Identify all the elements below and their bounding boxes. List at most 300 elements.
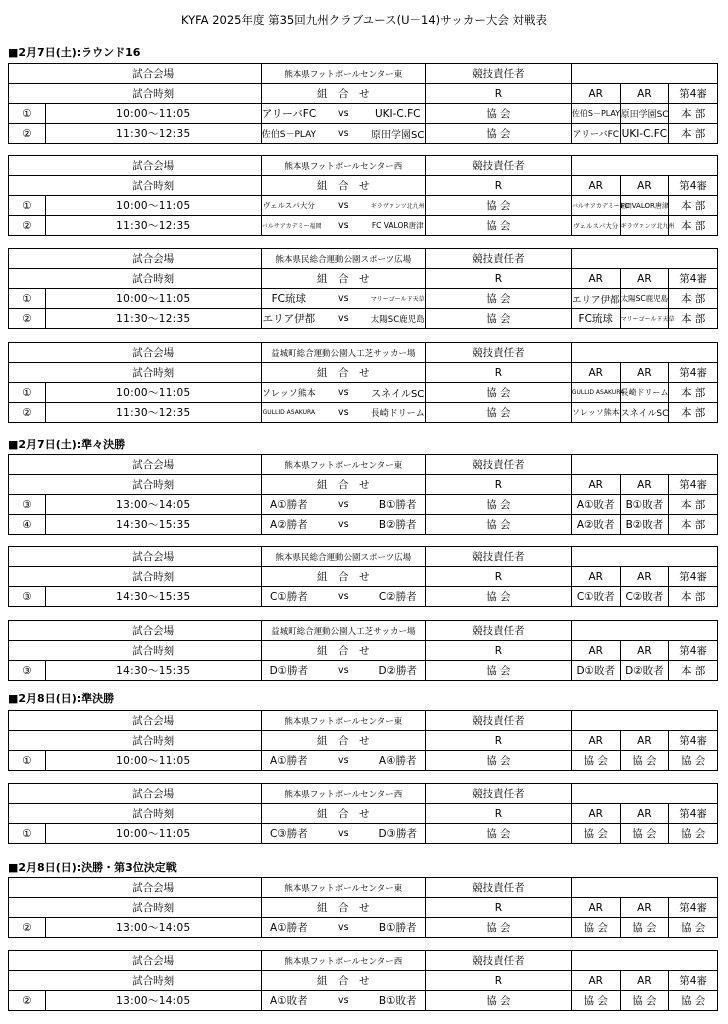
venue-row: [9, 249, 718, 269]
match-number: ①: [9, 104, 46, 124]
time-label: 試合時刻: [45, 176, 261, 196]
blank-cell: [9, 156, 46, 176]
ar2-value: 長崎ドリーム: [620, 383, 669, 403]
fourth-official-value: 協 会: [669, 751, 718, 771]
section-heading: ■2月7日(土):準々決勝: [8, 438, 126, 451]
match-row: [9, 515, 718, 535]
blank-cell: [9, 475, 46, 495]
ar1-label: AR: [571, 363, 620, 383]
away-team: D②勝者: [371, 661, 426, 681]
match-time: 10:00～11:05: [45, 196, 261, 216]
vs-label: vs: [316, 309, 371, 329]
fourth-official-value: 協 会: [669, 991, 718, 1011]
combo-label: 組 合 せ: [261, 567, 425, 587]
vs-label: vs: [316, 383, 371, 403]
ar1-label: AR: [571, 567, 620, 587]
referee-value: 協 会: [425, 918, 571, 938]
blank-cell: [9, 878, 46, 898]
vs-label: vs: [316, 661, 371, 681]
referee-label: R: [425, 176, 571, 196]
match-row: [9, 403, 718, 423]
away-team: スネイルSC: [371, 383, 426, 403]
time-label: 試合時刻: [45, 269, 261, 289]
venue-label: 試合会場: [45, 784, 261, 804]
ar1-value: 協 会: [571, 991, 620, 1011]
blank-cell: [9, 711, 46, 731]
match-row: [9, 587, 718, 607]
referee-value: 協 会: [425, 289, 571, 309]
combo-label: 組 合 せ: [261, 731, 425, 751]
ar2-label: AR: [620, 641, 669, 661]
ar2-value: 協 会: [620, 824, 669, 844]
vs-label: vs: [316, 216, 371, 236]
ar2-value: 太陽SC鹿児島: [620, 289, 669, 309]
blank-cell: [9, 567, 46, 587]
ar2-value: 協 会: [620, 918, 669, 938]
blank-cell: [9, 269, 46, 289]
venue-label: 試合会場: [45, 711, 261, 731]
match-table: [8, 248, 718, 329]
match-time: 13:00～14:05: [45, 918, 261, 938]
time-label: 試合時刻: [45, 804, 261, 824]
official-value: [571, 249, 717, 269]
ar1-value: C①敗者: [571, 587, 620, 607]
match-number: ③: [9, 495, 46, 515]
venue-label: 試合会場: [45, 878, 261, 898]
ar1-value: バルサアカデミー福岡: [571, 196, 620, 216]
venue-name: 熊本県フットボールセンター西: [261, 784, 425, 804]
referee-label: R: [425, 84, 571, 104]
venue-label: 試合会場: [45, 343, 261, 363]
official-value: [571, 156, 717, 176]
away-team: FC VALOR唐津: [371, 216, 426, 236]
home-team: A①勝者: [261, 495, 316, 515]
fourth-official-label: 第4審: [669, 269, 718, 289]
ar2-value: FC VALOR唐津: [620, 196, 669, 216]
vs-label: vs: [316, 403, 371, 423]
official-label: 競技責任者: [425, 343, 571, 363]
venue-row: [9, 455, 718, 475]
ar1-value: A①敗者: [571, 495, 620, 515]
match-number: ②: [9, 991, 46, 1011]
match-table: [8, 950, 718, 1011]
fourth-official-label: 第4審: [669, 731, 718, 751]
header-row: [9, 804, 718, 824]
fourth-official-value: 本 部: [669, 104, 718, 124]
venue-name: 益城町総合運動公園人工芝サッカー場: [261, 621, 425, 641]
ar2-label: AR: [620, 731, 669, 751]
away-team: B①敗者: [371, 991, 426, 1011]
ar1-value: 佐伯S－PLAY: [571, 104, 620, 124]
combo-label: 組 合 せ: [261, 475, 425, 495]
match-number: ②: [9, 309, 46, 329]
referee-value: 協 会: [425, 515, 571, 535]
official-label: 競技責任者: [425, 455, 571, 475]
blank-cell: [9, 951, 46, 971]
ar1-value: エリア伊都: [571, 289, 620, 309]
away-team: C②勝者: [371, 587, 426, 607]
ar2-label: AR: [620, 269, 669, 289]
venue-row: [9, 156, 718, 176]
match-table: [8, 546, 718, 607]
ar1-label: AR: [571, 898, 620, 918]
match-row: [9, 309, 718, 329]
vs-label: vs: [316, 824, 371, 844]
home-team: FC琉球: [261, 289, 316, 309]
match-number: ②: [9, 918, 46, 938]
match-time: 13:00～14:05: [45, 991, 261, 1011]
blank-cell: [9, 363, 46, 383]
referee-label: R: [425, 269, 571, 289]
official-value: [571, 547, 717, 567]
match-row: [9, 824, 718, 844]
vs-label: vs: [316, 515, 371, 535]
match-row: [9, 104, 718, 124]
match-time: 10:00～11:05: [45, 751, 261, 771]
official-label: 競技責任者: [425, 621, 571, 641]
ar1-label: AR: [571, 269, 620, 289]
venue-row: [9, 547, 718, 567]
match-number: ①: [9, 289, 46, 309]
fourth-official-label: 第4審: [669, 363, 718, 383]
home-team: D①勝者: [261, 661, 316, 681]
venue-row: [9, 711, 718, 731]
match-number: ①: [9, 383, 46, 403]
time-label: 試合時刻: [45, 898, 261, 918]
fourth-official-value: 本 部: [669, 196, 718, 216]
blank-cell: [9, 804, 46, 824]
ar2-value: 原田学園SC: [620, 104, 669, 124]
venue-row: [9, 951, 718, 971]
venue-name: 熊本県フットボールセンター西: [261, 951, 425, 971]
vs-label: vs: [316, 991, 371, 1011]
ar2-value: 協 会: [620, 751, 669, 771]
blank-cell: [9, 898, 46, 918]
header-row: [9, 176, 718, 196]
home-team: A①敗者: [261, 991, 316, 1011]
ar2-value: B②敗者: [620, 515, 669, 535]
fourth-official-label: 第4審: [669, 176, 718, 196]
match-table: [8, 710, 718, 771]
official-value: [571, 951, 717, 971]
match-row: [9, 751, 718, 771]
home-team: バルサアカデミー福岡: [261, 216, 316, 236]
venue-name: 熊本県フットボールセンター東: [261, 455, 425, 475]
combo-label: 組 合 せ: [261, 269, 425, 289]
blank-cell: [9, 621, 46, 641]
blank-cell: [9, 641, 46, 661]
ar2-value: ギラヴァンツ北九州: [620, 216, 669, 236]
match-time: 11:30～12:35: [45, 124, 261, 144]
ar1-label: AR: [571, 804, 620, 824]
match-row: [9, 289, 718, 309]
referee-value: 協 会: [425, 104, 571, 124]
match-table: [8, 783, 718, 844]
away-team: 原田学園SC: [371, 124, 426, 144]
blank-cell: [9, 343, 46, 363]
fourth-official-value: 本 部: [669, 309, 718, 329]
ar2-value: UKI-C.FC: [620, 124, 669, 144]
referee-value: 協 会: [425, 383, 571, 403]
header-row: [9, 641, 718, 661]
match-number: ②: [9, 403, 46, 423]
ar1-value: FC琉球: [571, 309, 620, 329]
match-row: [9, 495, 718, 515]
header-row: [9, 475, 718, 495]
match-number: ①: [9, 824, 46, 844]
referee-label: R: [425, 898, 571, 918]
away-team: A④勝者: [371, 751, 426, 771]
ar1-value: 協 会: [571, 918, 620, 938]
header-row: [9, 731, 718, 751]
referee-value: 協 会: [425, 124, 571, 144]
vs-label: vs: [316, 751, 371, 771]
venue-name: 熊本県フットボールセンター東: [261, 878, 425, 898]
home-team: エリア伊都: [261, 309, 316, 329]
match-row: [9, 383, 718, 403]
venue-label: 試合会場: [45, 547, 261, 567]
home-team: ヴェルスパ大分: [261, 196, 316, 216]
official-label: 競技責任者: [425, 64, 571, 84]
venue-label: 試合会場: [45, 621, 261, 641]
home-team: 佐伯S－PLAY: [261, 124, 316, 144]
away-team: 太陽SC鹿児島: [371, 309, 426, 329]
time-label: 試合時刻: [45, 641, 261, 661]
combo-label: 組 合 せ: [261, 898, 425, 918]
combo-label: 組 合 せ: [261, 641, 425, 661]
referee-value: 協 会: [425, 403, 571, 423]
vs-label: vs: [316, 587, 371, 607]
header-row: [9, 363, 718, 383]
away-team: B①勝者: [371, 495, 426, 515]
ar2-label: AR: [620, 971, 669, 991]
home-team: C③勝者: [261, 824, 316, 844]
referee-value: 協 会: [425, 216, 571, 236]
combo-label: 組 合 せ: [261, 84, 425, 104]
fourth-official-value: 本 部: [669, 515, 718, 535]
venue-name: 熊本県フットボールセンター東: [261, 64, 425, 84]
home-team: A②勝者: [261, 515, 316, 535]
blank-cell: [9, 249, 46, 269]
referee-value: 協 会: [425, 751, 571, 771]
official-value: [571, 343, 717, 363]
official-value: [571, 784, 717, 804]
match-time: 14:30～15:35: [45, 661, 261, 681]
match-number: ②: [9, 216, 46, 236]
official-label: 競技責任者: [425, 156, 571, 176]
match-time: 14:30～15:35: [45, 515, 261, 535]
fourth-official-label: 第4審: [669, 804, 718, 824]
match-time: 10:00～11:05: [45, 289, 261, 309]
combo-label: 組 合 せ: [261, 971, 425, 991]
match-row: [9, 196, 718, 216]
vs-label: vs: [316, 918, 371, 938]
ar2-value: マリーゴールド天草: [620, 309, 669, 329]
ar1-label: AR: [571, 84, 620, 104]
venue-row: [9, 343, 718, 363]
ar2-value: 協 会: [620, 991, 669, 1011]
fourth-official-label: 第4審: [669, 641, 718, 661]
ar2-label: AR: [620, 84, 669, 104]
header-row: [9, 898, 718, 918]
fourth-official-label: 第4審: [669, 84, 718, 104]
match-time: 13:00～14:05: [45, 495, 261, 515]
ar2-label: AR: [620, 475, 669, 495]
ar2-value: C②敗者: [620, 587, 669, 607]
ar1-value: 協 会: [571, 824, 620, 844]
section-heading: ■2月8日(日):準決勝: [8, 692, 115, 705]
ar2-label: AR: [620, 176, 669, 196]
blank-cell: [9, 547, 46, 567]
ar2-label: AR: [620, 363, 669, 383]
match-table: [8, 155, 718, 236]
venue-name: 熊本県フットボールセンター西: [261, 156, 425, 176]
ar1-value: ソレッソ熊本: [571, 403, 620, 423]
official-value: [571, 878, 717, 898]
fourth-official-label: 第4審: [669, 475, 718, 495]
ar1-value: アリーバFC: [571, 124, 620, 144]
home-team: A①勝者: [261, 918, 316, 938]
home-team: GULLID ASAKURA: [261, 403, 316, 423]
referee-value: 協 会: [425, 196, 571, 216]
combo-label: 組 合 せ: [261, 363, 425, 383]
referee-value: 協 会: [425, 495, 571, 515]
match-number: ①: [9, 751, 46, 771]
time-label: 試合時刻: [45, 475, 261, 495]
fourth-official-value: 本 部: [669, 495, 718, 515]
time-label: 試合時刻: [45, 731, 261, 751]
match-table: [8, 877, 718, 938]
away-team: B①勝者: [371, 918, 426, 938]
time-label: 試合時刻: [45, 567, 261, 587]
time-label: 試合時刻: [45, 971, 261, 991]
venue-label: 試合会場: [45, 249, 261, 269]
match-row: [9, 216, 718, 236]
match-time: 10:00～11:05: [45, 824, 261, 844]
fourth-official-value: 本 部: [669, 403, 718, 423]
official-label: 競技責任者: [425, 547, 571, 567]
section-heading: ■2月7日(土):ラウンド16: [8, 46, 141, 59]
ar1-value: A②敗者: [571, 515, 620, 535]
official-label: 競技責任者: [425, 951, 571, 971]
official-value: [571, 711, 717, 731]
ar1-label: AR: [571, 641, 620, 661]
match-row: [9, 918, 718, 938]
venue-name: 熊本県フットボールセンター東: [261, 711, 425, 731]
referee-value: 協 会: [425, 824, 571, 844]
official-label: 競技責任者: [425, 784, 571, 804]
ar2-label: AR: [620, 898, 669, 918]
fourth-official-value: 本 部: [669, 124, 718, 144]
referee-value: 協 会: [425, 661, 571, 681]
venue-row: [9, 878, 718, 898]
fourth-official-value: 本 部: [669, 216, 718, 236]
match-row: [9, 124, 718, 144]
match-number: ④: [9, 515, 46, 535]
blank-cell: [9, 455, 46, 475]
combo-label: 組 合 せ: [261, 176, 425, 196]
vs-label: vs: [316, 495, 371, 515]
match-number: ①: [9, 196, 46, 216]
combo-label: 組 合 せ: [261, 804, 425, 824]
section-heading: ■2月8日(日):決勝・第3位決定戦: [8, 861, 177, 874]
venue-label: 試合会場: [45, 455, 261, 475]
match-number: ③: [9, 661, 46, 681]
ar1-value: 協 会: [571, 751, 620, 771]
fourth-official-value: 本 部: [669, 289, 718, 309]
away-team: D③勝者: [371, 824, 426, 844]
vs-label: vs: [316, 124, 371, 144]
match-time: 14:30～15:35: [45, 587, 261, 607]
blank-cell: [9, 64, 46, 84]
match-table: [8, 620, 718, 681]
away-team: B②勝者: [371, 515, 426, 535]
venue-row: [9, 64, 718, 84]
referee-value: 協 会: [425, 991, 571, 1011]
ar1-value: GULLID ASAKURA: [571, 383, 620, 403]
official-label: 競技責任者: [425, 711, 571, 731]
blank-cell: [9, 731, 46, 751]
official-value: [571, 64, 717, 84]
home-team: A①勝者: [261, 751, 316, 771]
ar2-value: B①敗者: [620, 495, 669, 515]
ar1-label: AR: [571, 176, 620, 196]
match-row: [9, 991, 718, 1011]
venue-name: 益城町総合運動公園人工芝サッカー場: [261, 343, 425, 363]
home-team: C①勝者: [261, 587, 316, 607]
match-table: [8, 342, 718, 423]
venue-name: 熊本県民総合運動公園スポーツ広場: [261, 249, 425, 269]
ar1-label: AR: [571, 731, 620, 751]
referee-label: R: [425, 641, 571, 661]
referee-value: 協 会: [425, 587, 571, 607]
fourth-official-label: 第4審: [669, 971, 718, 991]
ar1-value: ヴェルスパ大分: [571, 216, 620, 236]
away-team: 長崎ドリーム: [371, 403, 426, 423]
venue-label: 試合会場: [45, 951, 261, 971]
referee-label: R: [425, 971, 571, 991]
official-value: [571, 455, 717, 475]
fourth-official-label: 第4審: [669, 898, 718, 918]
official-value: [571, 621, 717, 641]
fourth-official-value: 協 会: [669, 918, 718, 938]
header-row: [9, 84, 718, 104]
match-time: 11:30～12:35: [45, 309, 261, 329]
header-row: [9, 567, 718, 587]
fourth-official-value: 協 会: [669, 824, 718, 844]
away-team: マリーゴールド天草: [371, 289, 426, 309]
referee-label: R: [425, 363, 571, 383]
match-time: 11:30～12:35: [45, 403, 261, 423]
ar1-label: AR: [571, 971, 620, 991]
venue-name: 熊本県民総合運動公園スポーツ広場: [261, 547, 425, 567]
referee-label: R: [425, 567, 571, 587]
home-team: アリーバFC: [261, 104, 316, 124]
match-number: ②: [9, 124, 46, 144]
blank-cell: [9, 784, 46, 804]
official-label: 競技責任者: [425, 249, 571, 269]
match-row: [9, 661, 718, 681]
venue-row: [9, 784, 718, 804]
match-table: [8, 63, 718, 144]
blank-cell: [9, 176, 46, 196]
away-team: UKI-C.FC: [371, 104, 426, 124]
referee-value: 協 会: [425, 309, 571, 329]
fourth-official-value: 本 部: [669, 383, 718, 403]
ar2-value: D②敗者: [620, 661, 669, 681]
referee-label: R: [425, 804, 571, 824]
ar2-value: スネイルSC: [620, 403, 669, 423]
